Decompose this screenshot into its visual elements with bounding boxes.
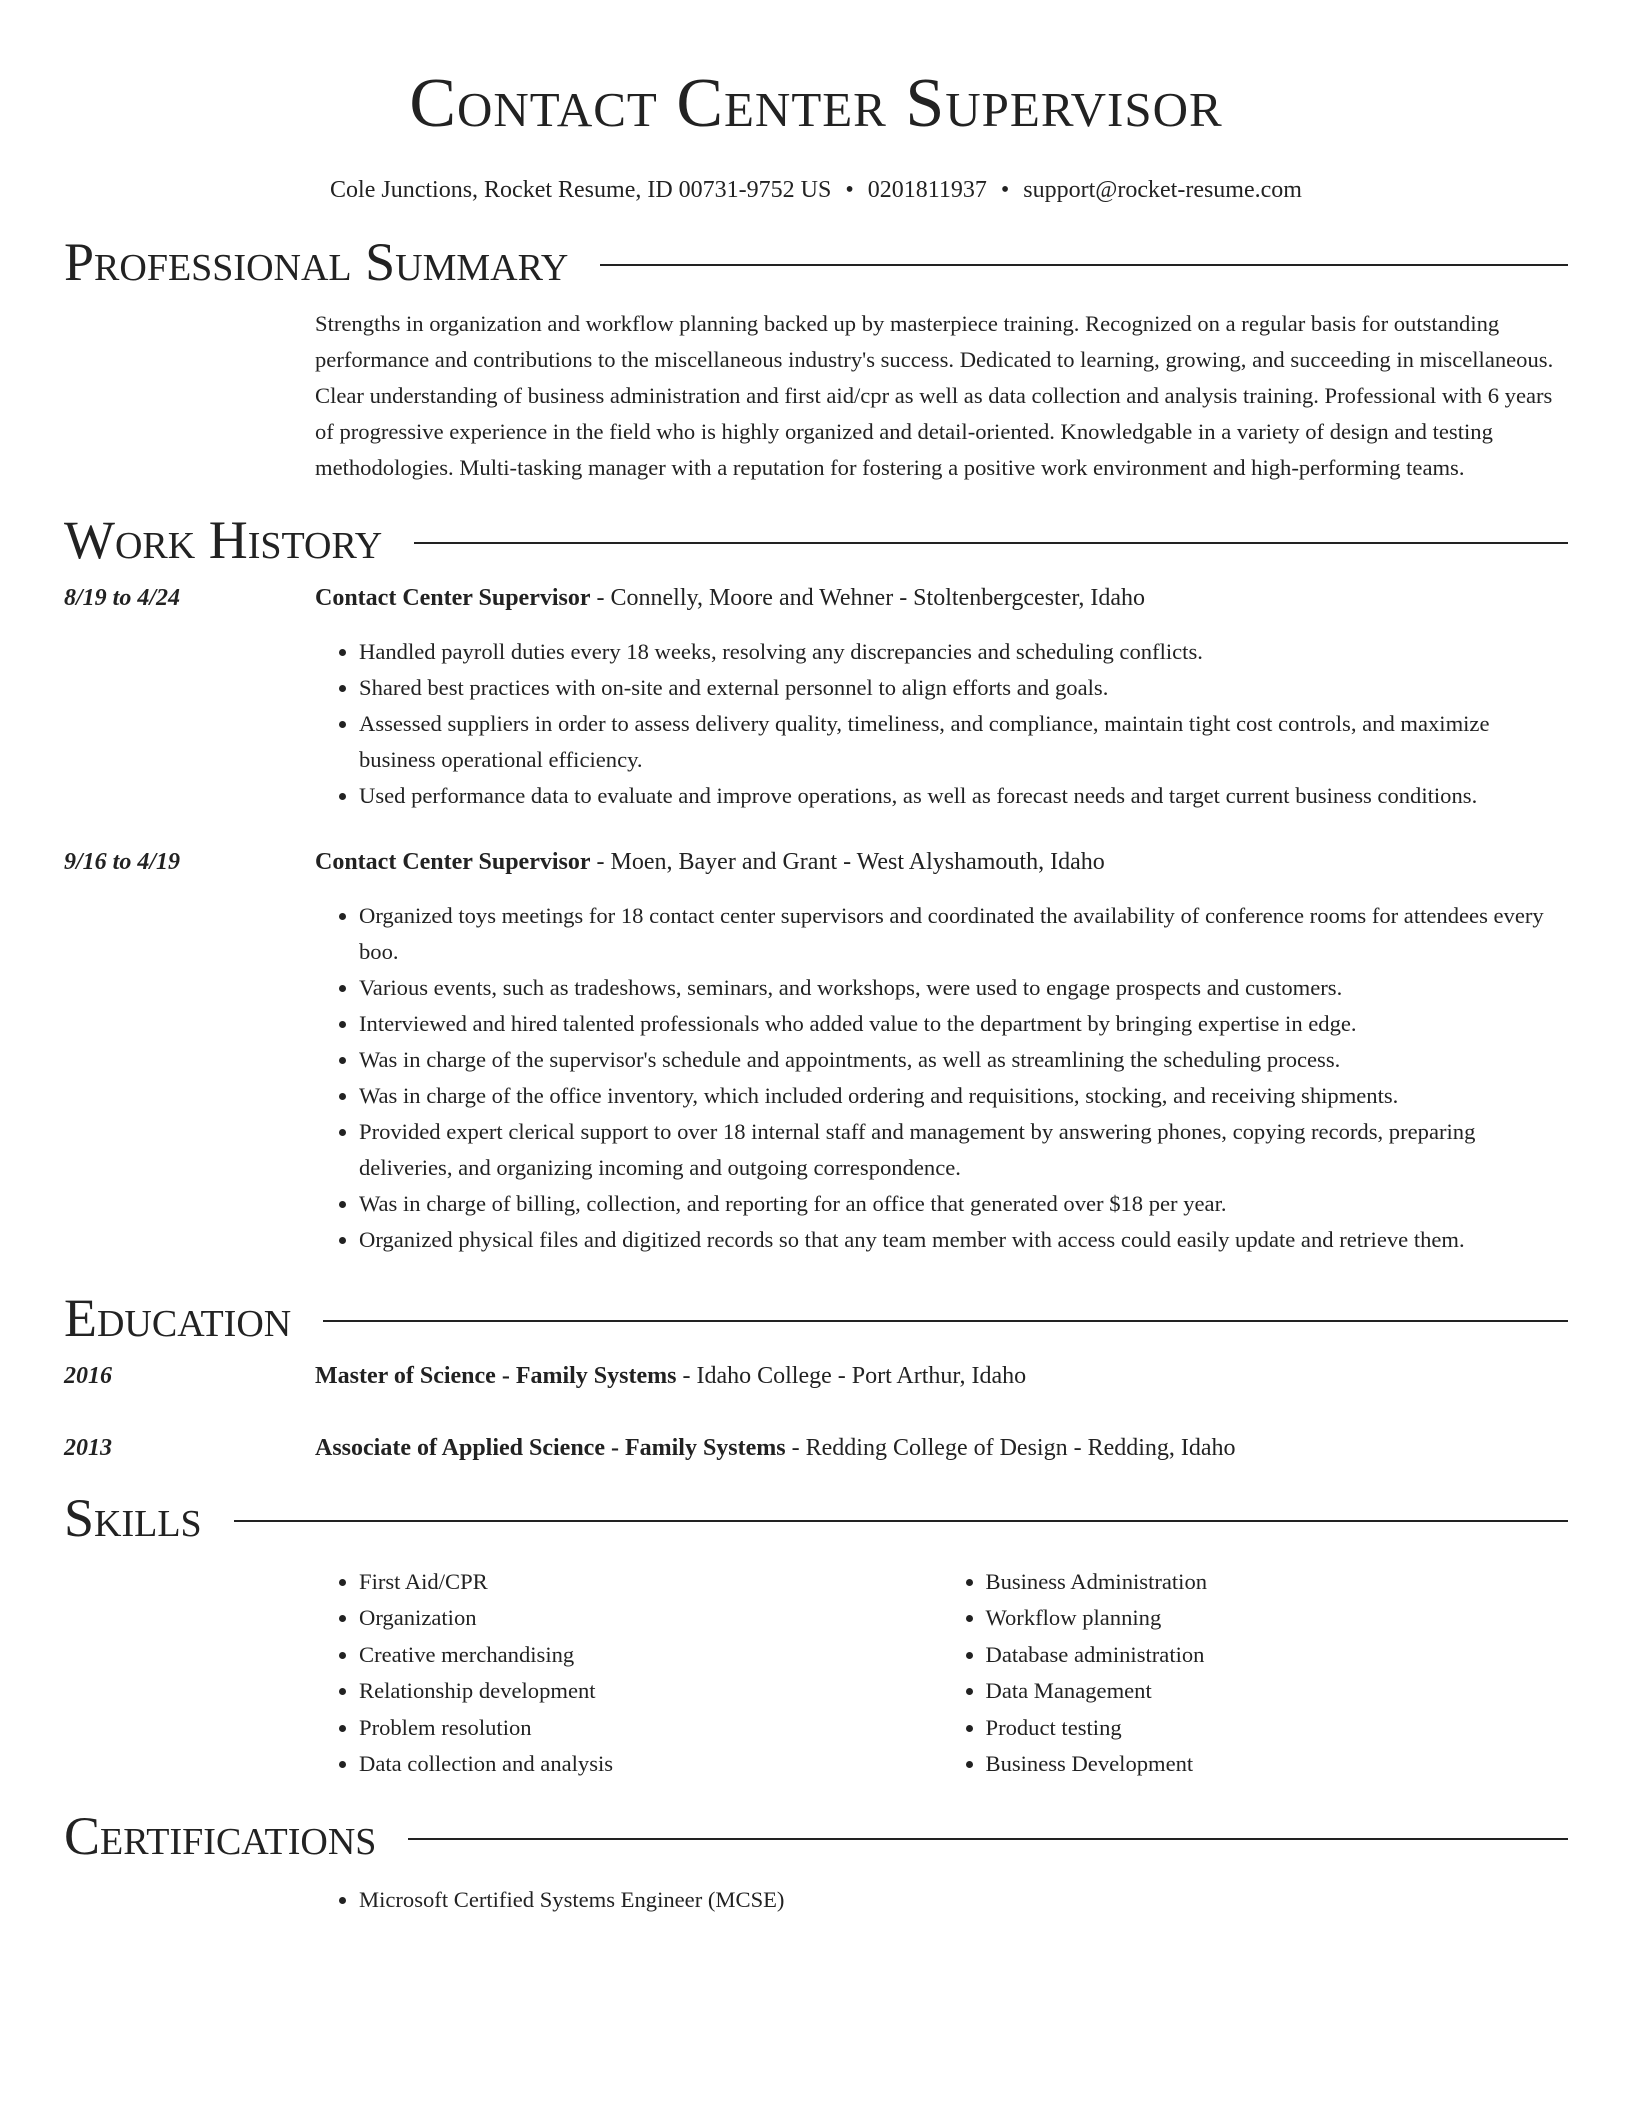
job-body	[315, 844, 1568, 1258]
skill-item: • Data collection and analysis	[359, 1746, 942, 1782]
skill-item: • First Aid/CPR	[359, 1564, 942, 1600]
job-role: Contact Center Supervisor	[315, 585, 591, 611]
section-header-summary	[64, 230, 1568, 294]
job-dates: 9/16 to 4/19	[64, 849, 181, 875]
section-header-education	[64, 1286, 1568, 1350]
job-body	[315, 580, 1568, 814]
education-entry	[64, 1430, 1568, 1466]
certifications-list	[315, 1882, 1568, 1918]
education-body	[315, 1358, 1568, 1394]
job-bullet: • Was in charge of the supervisor's schedule and appointments, as well as streamlining the scheduling process.	[359, 1042, 1568, 1078]
section-title-skills: Skills	[64, 1488, 202, 1548]
education-details: - Idaho College - Port Arthur, Idaho	[676, 1363, 1027, 1389]
job-bullets	[315, 634, 1568, 814]
education-degree: Associate of Applied Science - Family Systems	[315, 1435, 786, 1461]
skill-item: • Database administration	[986, 1637, 1569, 1673]
section-divider	[234, 1520, 1568, 1522]
job-details: - Moen, Bayer and Grant - West Alyshamouth, Idaho	[590, 849, 1105, 875]
job-bullet: • Assessed suppliers in order to assess delivery quality, timeliness, and compliance, maintain tight cost controls, and maximize business operational efficiency.	[359, 706, 1568, 778]
section-divider	[408, 1838, 1568, 1840]
skill-item: • Business Administration	[986, 1564, 1569, 1600]
job-bullet: • Organized toys meetings for 18 contact center supervisors and coordinated the availability of conference rooms for attendees every boo.	[359, 898, 1568, 970]
education-entry	[64, 1358, 1568, 1394]
skills-column-right	[942, 1564, 1569, 1782]
section-header-certifications	[64, 1804, 1568, 1868]
skills-list	[315, 1564, 1568, 1782]
education-year: 2016	[64, 1363, 112, 1389]
page-title: Contact Center Supervisor	[409, 65, 1223, 142]
job-heading	[315, 580, 1568, 616]
job-bullet: • Used performance data to evaluate and improve operations, as well as forecast needs and target current business conditions.	[359, 778, 1568, 814]
education-details: - Redding College of Design - Redding, Idaho	[785, 1435, 1236, 1461]
contact-email: support@rocket-resume.com	[1023, 177, 1302, 203]
education-heading	[315, 1430, 1568, 1466]
education-degree: Master of Science - Family Systems	[315, 1363, 677, 1389]
job-bullet: • Handled payroll duties every 18 weeks, resolving any discrepancies and scheduling conflicts.	[359, 634, 1568, 670]
section-divider	[414, 542, 1568, 544]
skill-item: • Business Development	[986, 1746, 1569, 1782]
skill-item: • Product testing	[986, 1710, 1569, 1746]
section-header-skills	[64, 1486, 1568, 1550]
skill-item: • Data Management	[986, 1673, 1569, 1709]
skill-item: • Problem resolution	[359, 1710, 942, 1746]
skills-column-left	[315, 1564, 942, 1782]
job-bullet: • Organized physical files and digitized records so that any team member with access could easily update and retrieve them.	[359, 1222, 1568, 1258]
job-role: Contact Center Supervisor	[315, 849, 591, 875]
job-details: - Connelly, Moore and Wehner - Stoltenbergcester, Idaho	[590, 585, 1146, 611]
section-title-education: Education	[64, 1288, 292, 1348]
job-bullet: • Was in charge of the office inventory, which included ordering and requisitions, stocking, and receiving shipments.	[359, 1078, 1568, 1114]
certification-item: • Microsoft Certified Systems Engineer (MCSE)	[359, 1882, 1568, 1918]
section-title-summary: Professional Summary	[64, 232, 569, 292]
skill-item: • Creative merchandising	[359, 1637, 942, 1673]
education-heading	[315, 1358, 1568, 1394]
education-year: 2013	[64, 1435, 112, 1461]
section-divider	[323, 1320, 1568, 1322]
skill-item: • Workflow planning	[986, 1600, 1569, 1636]
section-header-work	[64, 508, 1568, 572]
section-divider	[600, 264, 1568, 266]
contact-address: Cole Junctions, Rocket Resume, ID 00731-9752 US	[330, 177, 832, 203]
job-bullet: • Interviewed and hired talented professionals who added value to the department by bringing expertise in edge.	[359, 1006, 1568, 1042]
job-bullet: • Various events, such as tradeshows, seminars, and workshops, were used to engage prospects and customers.	[359, 970, 1568, 1006]
job-bullet: • Provided expert clerical support to over 18 internal staff and management by answering phones, copying records, preparing deliveries, and organizing incoming and outgoing correspondence.	[359, 1114, 1568, 1186]
section-title-certifications: Certifications	[64, 1806, 377, 1867]
job-bullet: • Was in charge of billing, collection, and reporting for an office that generated over $18 per year.	[359, 1186, 1568, 1222]
job-heading	[315, 844, 1568, 880]
job-entry	[64, 844, 1568, 1258]
contact-separator: •	[845, 177, 854, 203]
contact-separator: •	[1000, 177, 1010, 203]
skill-item: • Relationship development	[359, 1673, 942, 1709]
job-bullets	[315, 898, 1568, 1258]
job-bullet: • Shared best practices with on-site and external personnel to align efforts and goals.	[359, 670, 1568, 706]
certifications-bullets	[315, 1882, 1568, 1918]
summary-text: Strengths in organization and workflow planning backed up by masterpiece training. Recognized on a regular basis for outstanding performance and contributions to the miscellaneous industry's success. Dedicated to learning, growing, and succeeding in miscellaneous. Clear understanding of business administration and first aid/cpr as well as data collection and analysis training. Professional with 6 years of progressive experience in the field who is highly organized and detail-oriented. Knowledgable in a variety of design and testing methodologies. Multi-tasking manager with a reputation for fostering a positive work environment and high-performing teams.	[315, 311, 1554, 480]
job-dates: 8/19 to 4/24	[64, 585, 181, 611]
contact-phone: 0201811937	[867, 177, 987, 203]
skill-item: • Organization	[359, 1600, 942, 1636]
contact-line	[64, 174, 1568, 206]
section-title-work: Work History	[64, 510, 383, 570]
job-entry	[64, 580, 1568, 814]
education-body	[315, 1430, 1568, 1466]
